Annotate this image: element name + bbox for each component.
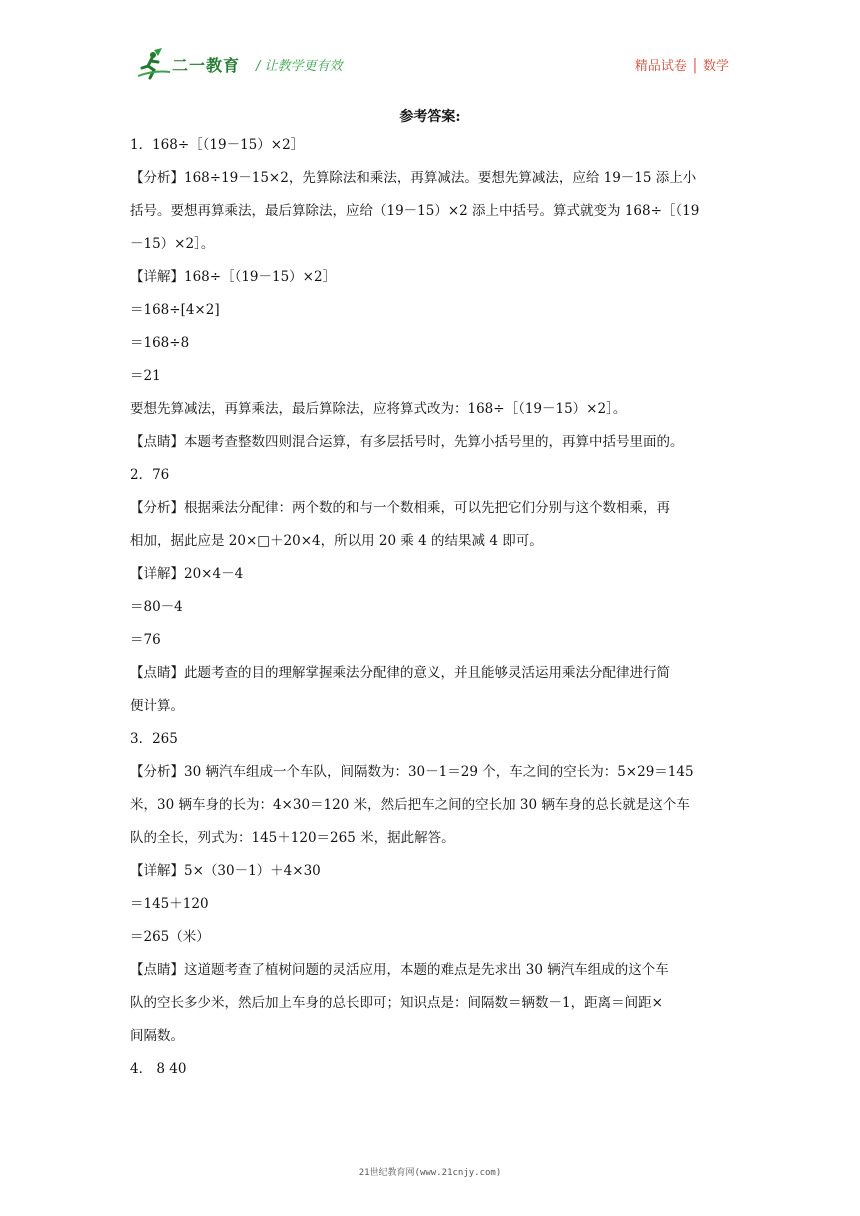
answer-line (130, 466, 730, 484)
text-line: 间隔数。 (130, 1028, 184, 1044)
answer-line (130, 730, 730, 748)
text-line: 3．265 (130, 731, 178, 747)
answer-paragraph (130, 169, 730, 253)
text-line: －15）×2］。 (130, 236, 215, 252)
answer-paragraph (130, 961, 730, 1045)
text-line: 队的全长，列式为：145＋120＝265 米，据此解答。 (130, 830, 455, 846)
answer-line (130, 631, 730, 649)
answer-paragraph (130, 763, 730, 847)
text-line: 【分析】根据乘法分配律：两个数的和与一个数相乘，可以先把它们分别与这个数相乘，再 (130, 500, 670, 516)
answer-line (130, 301, 730, 319)
text-line: ＝80－4 (130, 599, 183, 615)
text-line: ＝76 (130, 632, 161, 648)
answer-line (130, 895, 730, 913)
page-footer: 21世纪教育网(www.21cnjy.com) (358, 1168, 502, 1178)
answer-line (130, 862, 730, 880)
answer-line (130, 334, 730, 352)
text-line: ＝168÷8 (130, 335, 190, 351)
logo-text: 二一教育 (172, 56, 241, 75)
answer-line (130, 433, 730, 451)
answer-paragraph (130, 664, 730, 715)
text-line: 2．76 (130, 467, 170, 483)
header-divider (130, 88, 730, 89)
text-line: 要想先算减法，再算乘法，最后算除法，应将算式改为：168÷［（19－15）×2］。 (130, 401, 627, 417)
page-title: 参考答案: (399, 109, 461, 125)
text-line: 【详解】5×（30－1）＋4×30 (130, 863, 321, 879)
answer-line (130, 400, 730, 418)
text-line: 【详解】20×4－4 (130, 566, 244, 582)
answer-line (130, 136, 730, 154)
logo (136, 46, 244, 82)
text-line: 米，30 辆车身的长为：4×30＝120 米，然后把车之间的空长加 30 辆车身的总长就是这个车 (130, 797, 690, 813)
answer-line (130, 367, 730, 385)
text-line: 【点睛】这道题考查了植树问题的灵活应用，本题的难点是先求出 30 辆汽车组成的这个车 (130, 962, 669, 978)
text-line: 括号。要想再算乘法，最后算除法，应给（19－15）×2 添上中括号。算式就变为 168÷［（19 (130, 203, 700, 219)
text-line: 1．168÷［（19－15）×2］ (130, 137, 305, 153)
header-subject-tag: 精品试卷 │ 数学 (634, 59, 729, 74)
text-line: 4． 8 40 (130, 1061, 187, 1077)
text-line: ＝265（米） (130, 929, 210, 945)
text-line: 【点睛】此题考查的目的理解掌握乘法分配律的意义，并且能够灵活运用乘法分配律进行简 (130, 665, 670, 681)
page-header (0, 0, 860, 95)
text-line: 【详解】168÷［（19－15）×2］ (130, 269, 337, 285)
answer-line (130, 268, 730, 286)
runner-logo-icon (136, 46, 172, 82)
text-line: ＝21 (130, 368, 161, 384)
text-line: 相加，据此应是 20×□＋20×4，所以用 20 乘 4 的结果减 4 即可。 (130, 533, 543, 549)
text-line: 【分析】168÷19－15×2，先算除法和乘法，再算减法。要想先算减法，应给 19－15 添上小 (130, 170, 697, 186)
answer-line (130, 928, 730, 946)
text-line: 便计算。 (130, 698, 184, 714)
answer-line (130, 565, 730, 583)
answer-line (130, 598, 730, 616)
text-line: ＝145＋120 (130, 896, 209, 912)
answer-line (130, 1060, 730, 1078)
answer-content (130, 136, 730, 1093)
answer-paragraph (130, 499, 730, 550)
text-line: 队的空长多少米，然后加上车身的总长即可；知识点是：间隔数＝辆数－1，距离＝间距× (130, 995, 663, 1011)
header-slogan: / 让教学更有效 (256, 59, 343, 74)
text-line: 【点睛】本题考查整数四则混合运算，有多层括号时，先算小括号里的，再算中括号里面的。 (130, 434, 684, 450)
text-line: ＝168÷[4×2] (130, 302, 220, 318)
text-line: 【分析】30 辆汽车组成一个车队，间隔数为：30－1＝29 个，车之间的空长为：5×29＝145 (130, 764, 694, 780)
